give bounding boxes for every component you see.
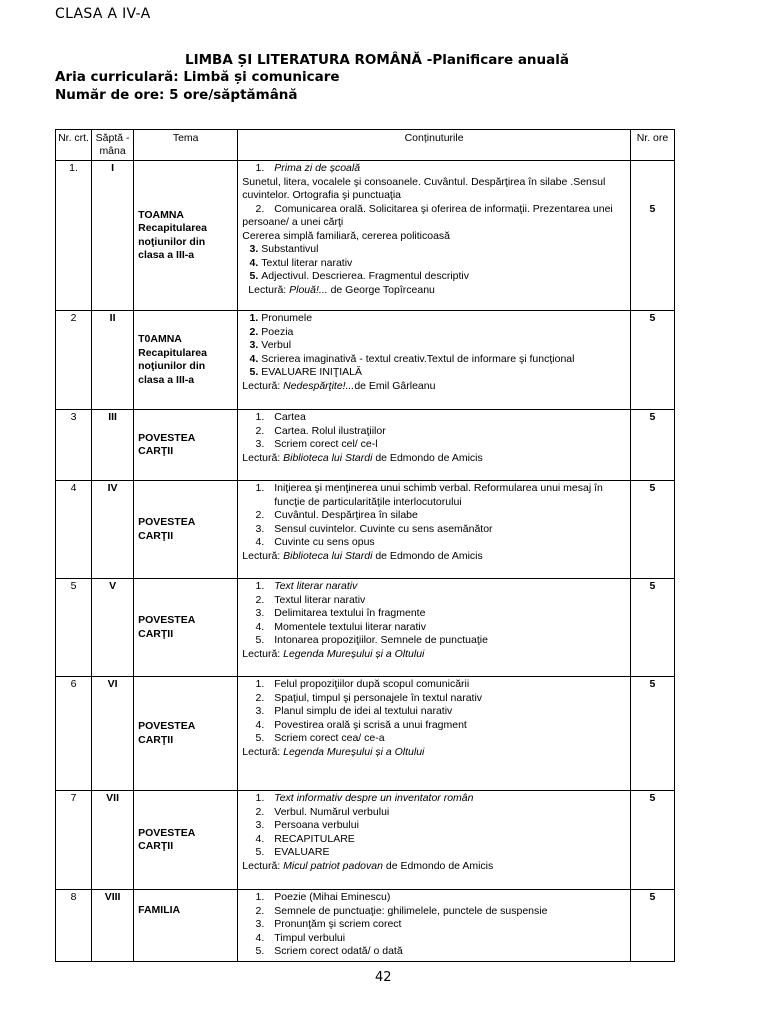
row-week: VI <box>92 677 134 791</box>
row-theme <box>134 161 238 311</box>
content-item: 4. Timpul verbului <box>255 931 346 944</box>
content-item: Cererea simplă familiară, cererea politicoasă <box>242 229 451 242</box>
content-item: 5. Scriem corect cea/ ce-a <box>255 732 385 744</box>
row-theme: FAMILIA <box>134 890 238 962</box>
theme-line: noţiunilor din <box>138 235 206 248</box>
content-item: 3. Pronunţăm şi scriem corect <box>255 918 402 930</box>
content-item: 1. Text informativ despre un inventator român <box>255 792 474 804</box>
table-row <box>56 791 675 890</box>
reading-line: Lectură: Biblioteca lui Stardi de Edmondo de Amicis <box>242 549 483 562</box>
table-row <box>56 579 675 677</box>
row-week: II <box>92 311 134 410</box>
document-title <box>185 52 569 68</box>
content-item: 2. Comunicarea orală. Solicitarea şi oferirea de informaţii. Prezentarea unei persoane/ a unei cărţi <box>242 202 613 228</box>
content-item: 4. Povestirea orală şi scrisă a unui fragment <box>255 718 467 731</box>
header-saptamana: Săptă -mâna <box>92 130 134 161</box>
content-item: 4. RECAPITULARE <box>255 832 355 845</box>
title-sub: Planificare anuală <box>432 52 569 68</box>
content-item: 5. Intonarea propoziţiilor. Semnele de punctuaţie <box>255 634 488 646</box>
row-theme: POVESTEA CARŢII <box>134 481 238 579</box>
reading-line: Lectură: Nedespărţite!...de Emil Gârleanu <box>242 379 436 392</box>
table-row <box>56 161 675 311</box>
row-nr: 1. <box>56 161 92 311</box>
reading-line: Lectură: Micul patriot padovan de Edmondo de Amicis <box>242 859 494 872</box>
content-item: 3. Planul simplu de idei al textului narativ <box>255 705 453 717</box>
row-week: III <box>92 410 134 481</box>
row-week: VII <box>92 791 134 890</box>
row-nr: 2 <box>56 311 92 410</box>
content-item: 1. Prima zi de școală <box>255 162 361 174</box>
row-content <box>238 791 631 890</box>
row-week: I <box>92 161 134 311</box>
content-item: 2. Semnele de punctuaţie: ghilimelele, punctele de suspensie <box>255 904 548 917</box>
content-item: 4. Textul literar narativ <box>249 256 353 269</box>
row-content <box>238 890 631 962</box>
table-header-row <box>56 130 675 161</box>
content-item: 4. Scrierea imaginativă - textul creativ.Textul de informare şi funcţional <box>249 352 575 365</box>
row-hours: 5 <box>630 410 674 481</box>
curricular-area: Aria curriculară: Limbă și comunicare <box>55 69 340 85</box>
content-item: 1. Poezie (Mihai Eminescu) <box>255 891 391 903</box>
hours-per-week: Număr de ore: 5 ore/săptămână <box>55 87 298 103</box>
content-item: 3. Delimitarea textului în fragmente <box>255 607 426 619</box>
content-item: 2. Cuvântul. Despărţirea în silabe <box>255 509 418 521</box>
row-content <box>238 677 631 791</box>
row-hours: 5 <box>630 161 674 311</box>
content-item: 2. Cartea. Rolul ilustraţiilor <box>255 424 386 437</box>
row-nr: 8 <box>56 890 92 962</box>
row-week: V <box>92 579 134 677</box>
theme-line: clasa a III-a <box>138 249 195 261</box>
content-item: 2. Poezia <box>249 325 294 338</box>
table-row <box>56 890 675 962</box>
header-ore: Nr. ore <box>630 130 674 161</box>
reading-line: Lectură: Biblioteca lui Stardi de Edmondo de Amicis <box>242 451 483 464</box>
reading-line: Lectură: Legenda Mureșului și a Oltului <box>242 745 425 758</box>
row-week: IV <box>92 481 134 579</box>
header-tema: Tema <box>134 130 238 161</box>
row-theme: POVESTEA CARŢII <box>134 579 238 677</box>
header-nr: Nr. crt. <box>56 130 92 161</box>
theme-line: Recapitularea <box>138 222 207 234</box>
row-hours: 5 <box>630 311 674 410</box>
reading-line: Lectură: Plouă!... de George Topîrceanu <box>248 283 435 296</box>
page-number: 42 <box>375 970 392 985</box>
row-hours: 5 <box>630 890 674 962</box>
row-theme: POVESTEA CARŢII <box>134 677 238 791</box>
row-hours: 5 <box>630 677 674 791</box>
content-item: 3. Verbul <box>249 339 292 351</box>
table-row <box>56 481 675 579</box>
content-item: 4. Cuvinte cu sens opus <box>255 536 375 548</box>
row-nr: 6 <box>56 677 92 791</box>
row-hours: 5 <box>630 481 674 579</box>
class-heading: CLASA A IV-A <box>55 6 151 22</box>
theme-line: TOAMNA <box>138 208 184 221</box>
content-item: 1. Iniţierea şi menţinerea unui schimb verbal. Reformularea unui mesaj în funcţie de particularităţile interlocutorului <box>255 482 603 508</box>
row-week: VIII <box>92 890 134 962</box>
content-item: Sunetul, litera, vocalele şi consoanele. Cuvântul. Despărţirea în silabe .Sensul cuvintelor. Ortografia şi punctuaţia <box>242 175 606 201</box>
content-item: 5. Adjectivul. Descrierea. Fragmentul descriptiv <box>249 270 470 282</box>
content-item: 3. Scriem corect cel/ ce-l <box>255 438 378 450</box>
content-item: 2. Textul literar narativ <box>255 593 366 606</box>
content-item: 1. Cartea <box>255 411 306 423</box>
content-item: 1. Text literar narativ <box>255 580 358 592</box>
row-content <box>238 481 631 579</box>
content-item: 4. Momentele textului literar narativ <box>255 620 426 633</box>
content-item: 5. Scriem corect odată/ o dată <box>255 945 403 957</box>
row-content <box>238 161 631 311</box>
reading-line: Lectură: Legenda Mureșului și a Oltului <box>242 647 425 660</box>
row-hours: 5 <box>630 579 674 677</box>
content-item: 3. Substantivul <box>249 243 319 255</box>
content-item: 5. EVALUARE INIŢIALĂ <box>249 366 363 378</box>
row-hours: 5 <box>630 791 674 890</box>
table-row <box>56 677 675 791</box>
row-theme: POVESTEA CARŢII <box>134 410 238 481</box>
title-main: LIMBA ȘI LITERATURA ROMÂNĂ - <box>185 52 433 68</box>
row-content <box>238 410 631 481</box>
row-content <box>238 311 631 410</box>
content-item: 5. EVALUARE <box>255 846 330 858</box>
content-item: 2. Spaţiul, timpul şi personajele în textul narativ <box>255 691 483 704</box>
table-row <box>56 410 675 481</box>
row-nr: 5 <box>56 579 92 677</box>
content-item: 3. Persoana verbului <box>255 819 359 831</box>
content-item: 1. Pronumele <box>249 312 313 324</box>
row-nr: 7 <box>56 791 92 890</box>
table-row <box>56 311 675 410</box>
content-item: 3. Sensul cuvintelor. Cuvinte cu sens asemănător <box>255 522 493 535</box>
row-theme: POVESTEA CARŢII <box>134 791 238 890</box>
row-content <box>238 579 631 677</box>
content-item: 2. Verbul. Numărul verbului <box>255 805 390 818</box>
row-nr: 3 <box>56 410 92 481</box>
row-nr: 4 <box>56 481 92 579</box>
annual-plan-table <box>55 129 675 962</box>
row-theme: T0AMNA Recapitularea noţiunilor din clasa a III-a <box>134 311 238 410</box>
content-item: 1. Felul propoziţiilor după scopul comunicării <box>255 678 470 690</box>
header-continuturi: Conținuturile <box>238 130 631 161</box>
